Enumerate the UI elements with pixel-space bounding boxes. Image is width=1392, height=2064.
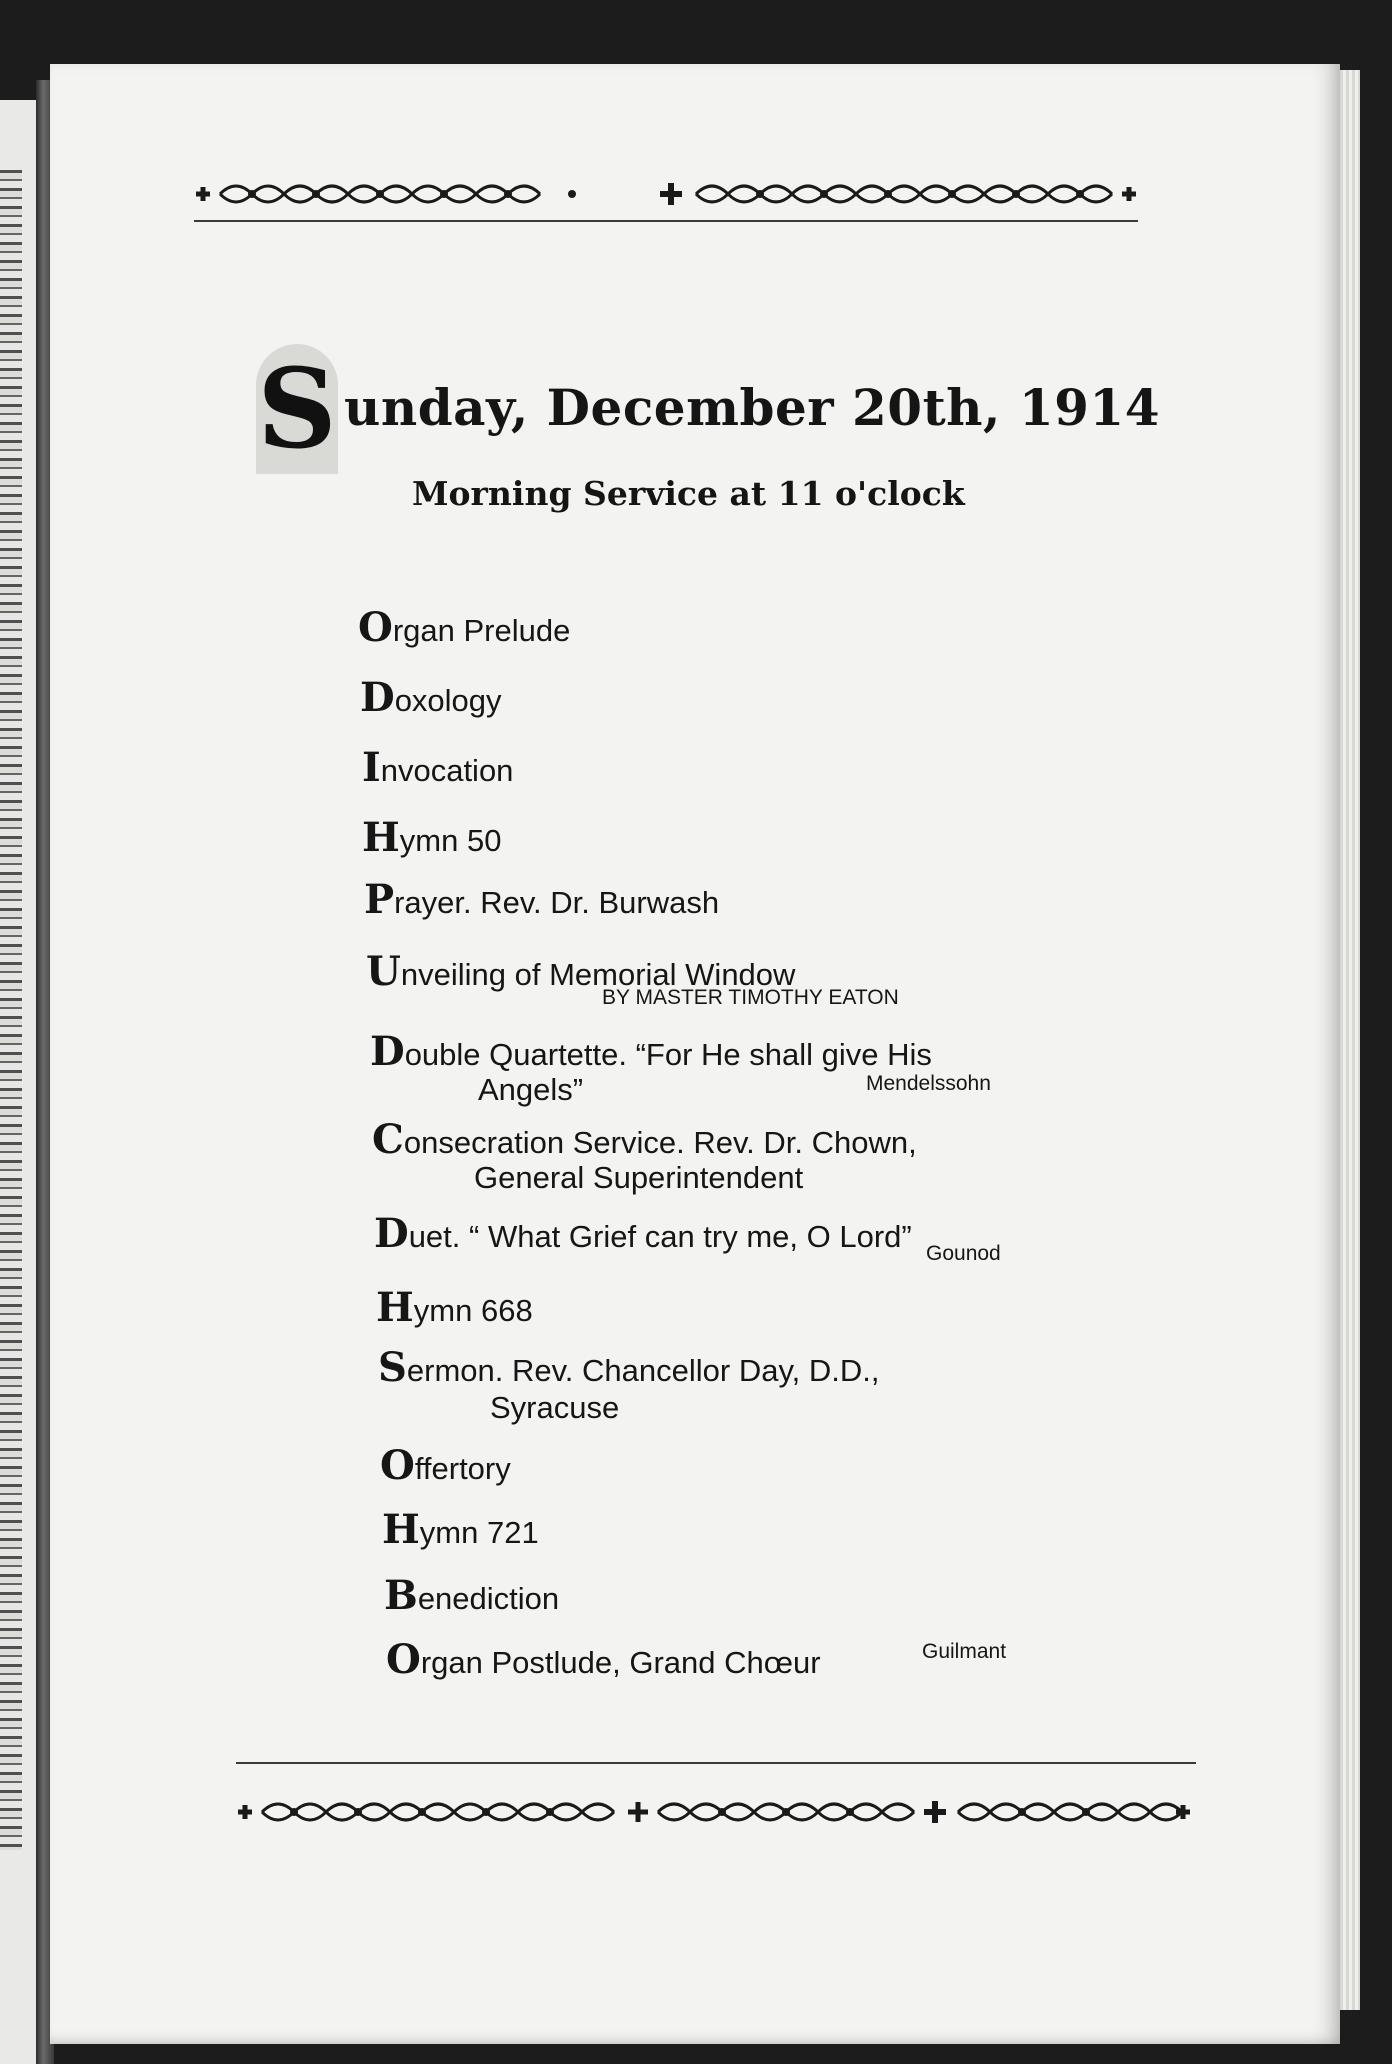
composer-gounod: Gounod <box>926 1242 1001 1265</box>
item-text: oxology <box>394 683 502 718</box>
item-initial: O <box>386 1636 421 1683</box>
program-item-double-quartette <box>370 1028 932 1075</box>
item-initial: D <box>370 1028 405 1075</box>
item-initial: P <box>364 876 395 923</box>
item-text: ffertory <box>414 1451 511 1486</box>
program-item-doxology <box>360 674 502 721</box>
item-text: enediction <box>417 1581 560 1616</box>
item-text: onsecration Service. Rev. Dr. Chown, <box>403 1125 917 1160</box>
program-item-sermon <box>378 1344 880 1391</box>
item-initial: H <box>362 814 400 861</box>
unveiling-byline: BY MASTER TIMOTHY EATON <box>602 986 899 1009</box>
item-initial: U <box>366 948 401 995</box>
item-text: nvocation <box>380 753 514 788</box>
item-initial: H <box>382 1506 420 1553</box>
left-page-ornamental-border <box>0 170 22 1850</box>
bottom-ornament-band <box>228 1792 1200 1832</box>
service-subtitle: Morning Service at 11 o'clock <box>412 474 965 513</box>
item-text: ermon. Rev. Chancellor Day, D.D., <box>406 1353 880 1388</box>
item-initial: C <box>372 1116 404 1163</box>
item-initial: B <box>384 1572 418 1619</box>
floral-garland-icon <box>228 1792 1200 1832</box>
item-text: nveiling of Memorial Window <box>400 957 796 992</box>
program-item-offertory <box>380 1442 511 1489</box>
item-text: uet. “ What Grief can try me, O Lord” <box>408 1219 912 1254</box>
program-item-hymn-668 <box>376 1284 533 1331</box>
composer-mendelssohn: Mendelssohn <box>866 1072 991 1095</box>
program-item-hymn-721 <box>382 1506 539 1553</box>
item-initial: D <box>374 1210 409 1257</box>
sermon-line-2: Syracuse <box>490 1390 620 1425</box>
item-text: ymn 668 <box>413 1293 533 1328</box>
program-item-benediction <box>384 1572 559 1619</box>
item-initial: H <box>376 1284 414 1331</box>
program-item-invocation <box>362 744 513 791</box>
double-quartette-line-2: Angels” <box>478 1072 584 1107</box>
page-title: unday, December 20th, 1914 <box>344 378 1161 437</box>
program-item-hymn-50 <box>362 814 501 861</box>
item-initial: O <box>358 604 393 651</box>
consecration-line-2: General Superintendent <box>474 1160 804 1195</box>
program-item-prayer <box>364 876 719 923</box>
program-item-organ-postlude <box>386 1636 821 1683</box>
item-initial: S <box>378 1344 407 1391</box>
item-initial: D <box>360 674 395 721</box>
item-text: rgan Prelude <box>392 613 571 648</box>
top-rule <box>194 220 1138 222</box>
item-initial: I <box>362 744 381 791</box>
top-ornament-band <box>186 174 1146 214</box>
drop-cap: S <box>257 344 337 473</box>
item-initial: O <box>380 1442 415 1489</box>
program-item-consecration <box>372 1116 917 1163</box>
composer-guilmant: Guilmant <box>922 1640 1007 1663</box>
item-text: ymn 721 <box>419 1515 539 1550</box>
floral-garland-icon <box>186 174 1146 214</box>
item-text: ymn 50 <box>399 823 502 858</box>
item-text: rgan Postlude, Grand Chœur <box>420 1645 821 1680</box>
bottom-rule <box>236 1762 1196 1764</box>
program-item-duet <box>374 1210 912 1257</box>
item-text: rayer. Rev. Dr. Burwash <box>394 885 720 920</box>
program-item-organ-prelude <box>358 604 570 651</box>
item-text: ouble Quartette. “For He shall give His <box>404 1037 932 1072</box>
